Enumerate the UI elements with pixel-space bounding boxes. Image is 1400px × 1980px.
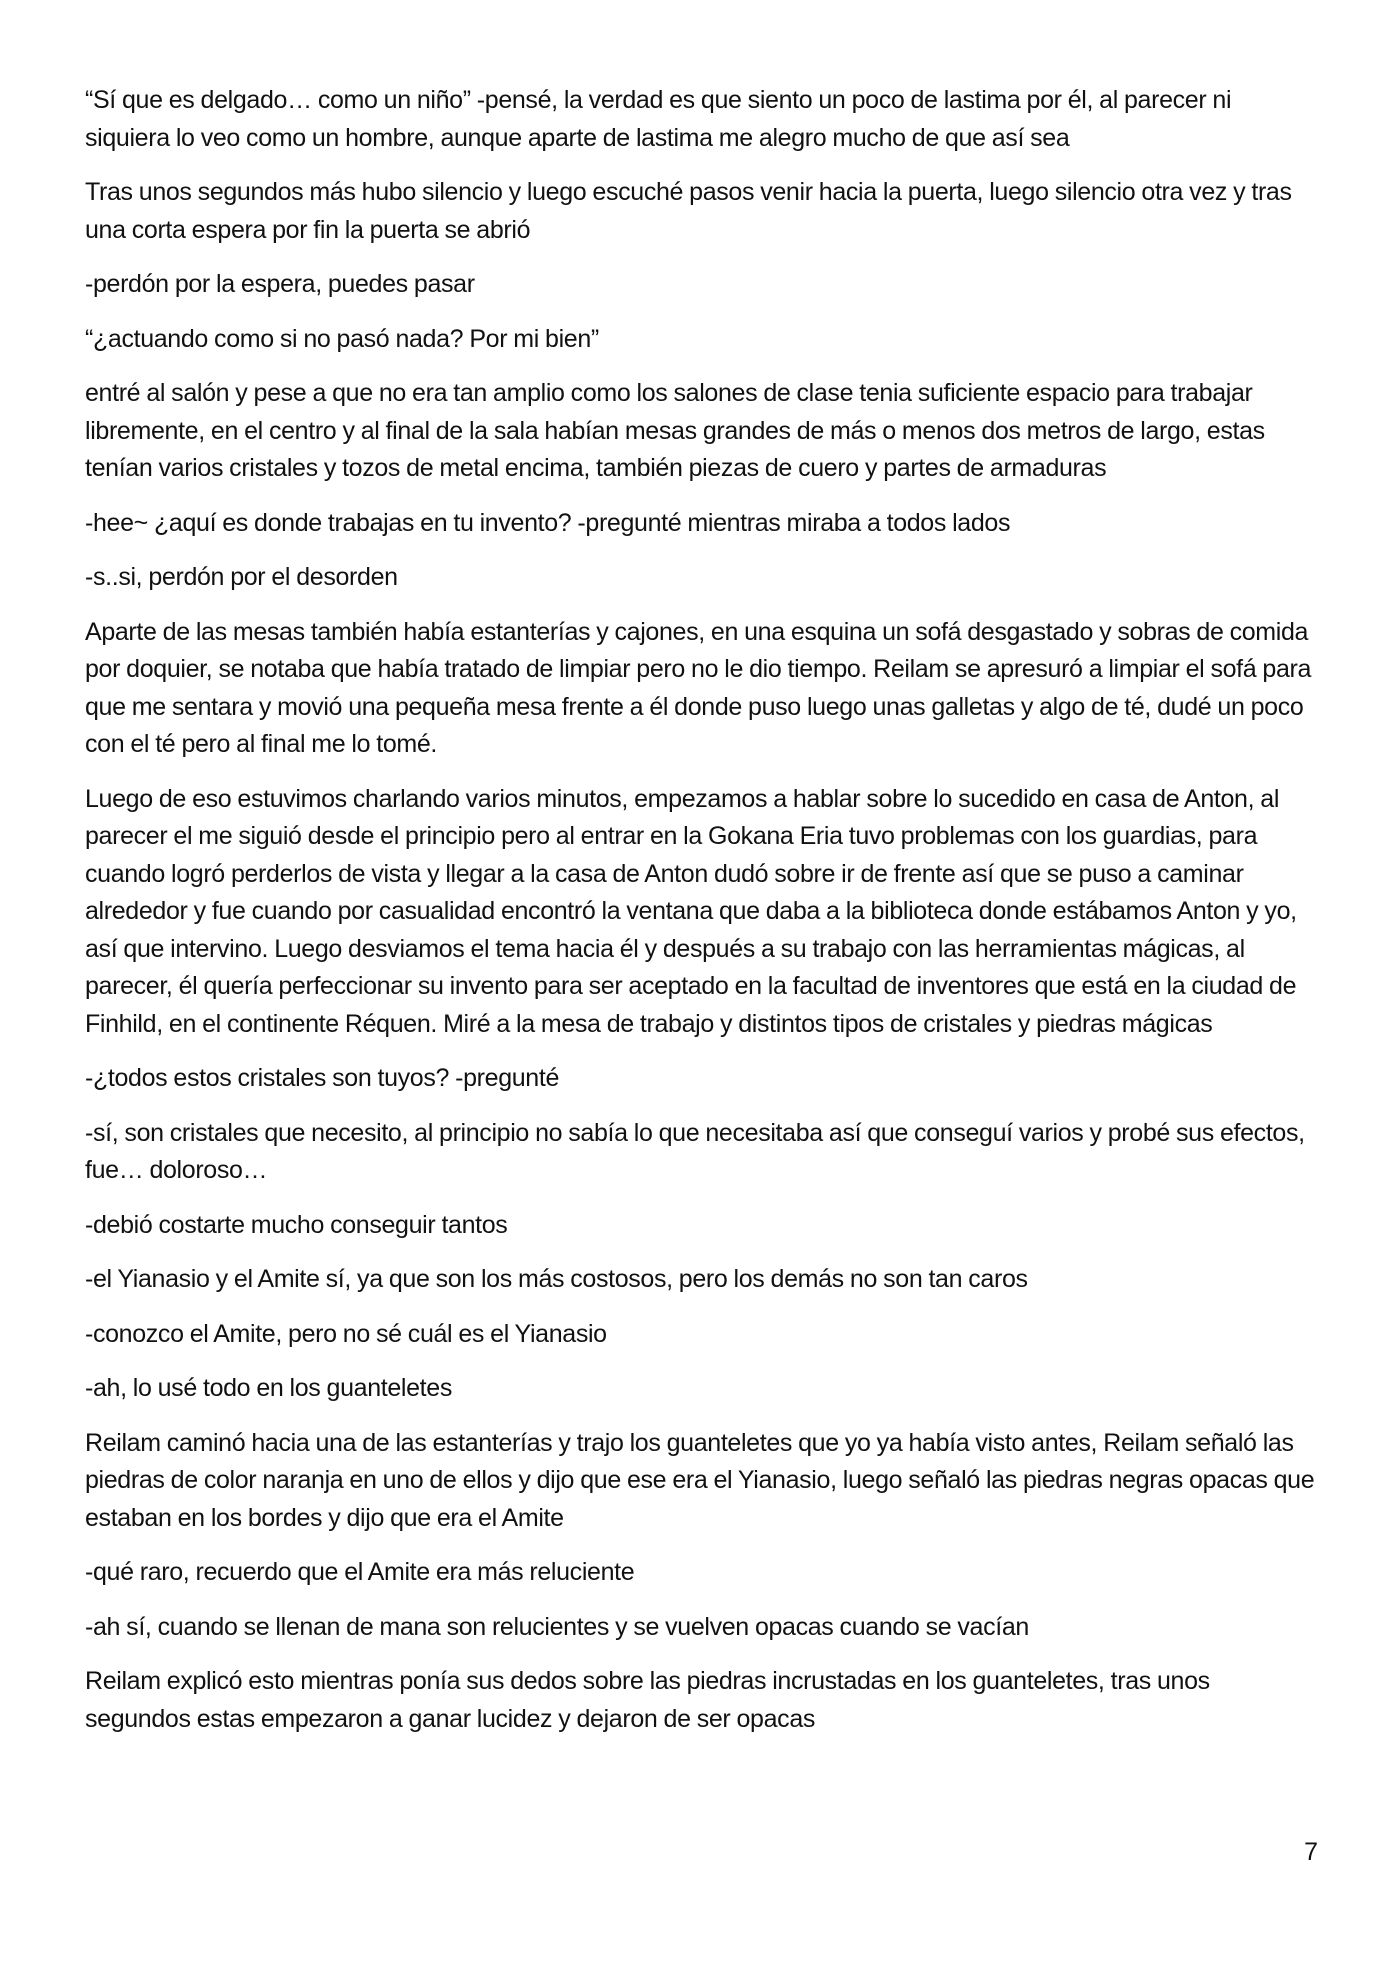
paragraph: -ah sí, cuando se llenan de mana son relucientes y se vuelven opacas cuando se vacían: [85, 1612, 1029, 1641]
paragraph: “Sí que es delgado… como un niño” -pensé, la verdad es que siento un poco de lastima por él, al parecer ni siquiera lo veo como un hombre, aunque aparte de lastima me alegro mucho de que así sea: [85, 86, 1232, 152]
paragraph: “¿actuando como si no pasó nada? Por mi bien”: [85, 324, 599, 353]
paragraph: Reilam caminó hacia una de las estanterías y trajo los guanteletes que yo ya había visto antes, Reilam señaló las piedras de color naranja en uno de ellos y dijo que ese era el Yianasio, luego señaló las piedras negras opacas que estaban en los bordes y dijo que era el Amite: [85, 1428, 1315, 1532]
paragraph: Luego de eso estuvimos charlando varios minutos, empezamos a hablar sobre lo sucedido en casa de Anton, al parecer el me siguió desde el principio pero al entrar en la Gokana Eria tuvo problemas con los guardias, para cuando logró perderlos de vista y llegar a la casa de Anton dudó sobre ir de frente así que se puso a caminar alrededor y fue cuando por casualidad encontró la ventana que daba a la biblioteca donde estábamos Anton y yo, así que intervino. Luego desviamos el tema hacia él y después a su trabajo con las herramientas mágicas, al parecer, él quería perfeccionar su invento para ser aceptado en la facultad de inventores que está en la ciudad de Finhild, en el continente Réquen. Miré a la mesa de trabajo y distintos tipos de cristales y piedras mágicas: [85, 784, 1297, 1038]
paragraph: -el Yianasio y el Amite sí, ya que son los más costosos, pero los demás no son tan caros: [85, 1265, 1028, 1293]
paragraph: -perdón por la espera, puedes pasar: [85, 270, 475, 298]
paragraph: -conozco el Amite, pero no sé cuál es el Yianasio: [85, 1319, 607, 1348]
paragraph: -qué raro, recuerdo que el Amite era más reluciente: [85, 1558, 635, 1586]
paragraph: -s..si, perdón por el desorden: [85, 563, 398, 591]
paragraph: Reilam explicó esto mientras ponía sus dedos sobre las piedras incrustadas en los guanteletes, tras unos segundos estas empezaron a ganar lucidez y dejaron de ser opacas: [85, 1667, 1210, 1733]
paragraph: -hee~ ¿aquí es donde trabajas en tu invento? -pregunté mientras miraba a todos lados: [85, 508, 1011, 537]
page-number: 7: [1304, 1838, 1318, 1866]
paragraph: -ah, lo usé todo en los guanteletes: [85, 1374, 452, 1402]
paragraph: -debió costarte mucho conseguir tantos: [85, 1210, 508, 1239]
paragraph: Aparte de las mesas también había estanterías y cajones, en una esquina un sofá desgastado y sobras de comida por doquier, se notaba que había tratado de limpiar pero no le dio tiempo. Reilam se apresuró a limpiar el sofá para que me sentara y movió una pequeña mesa frente a él donde puso luego unas galletas y algo de té, dudé un poco con el té pero al final me lo tomé.: [85, 617, 1312, 758]
paragraph: -¿todos estos cristales son tuyos? -pregunté: [85, 1064, 560, 1092]
paragraph: -sí, son cristales que necesito, al principio no sabía lo que necesitaba así que conseguí varios y probé sus efectos, fue… doloroso…: [85, 1118, 1305, 1184]
document-body: [85, 82, 1315, 1755]
paragraph: Tras unos segundos más hubo silencio y luego escuché pasos venir hacia la puerta, luego silencio otra vez y tras una corta espera por fin la puerta se abrió: [85, 178, 1292, 244]
paragraph: entré al salón y pese a que no era tan amplio como los salones de clase tenia suficiente espacio para trabajar libremente, en el centro y al final de la sala habían mesas grandes de más o menos dos metros de largo, estas tenían varios cristales y tozos de metal encima, también piezas de cuero y partes de armaduras: [85, 379, 1265, 482]
